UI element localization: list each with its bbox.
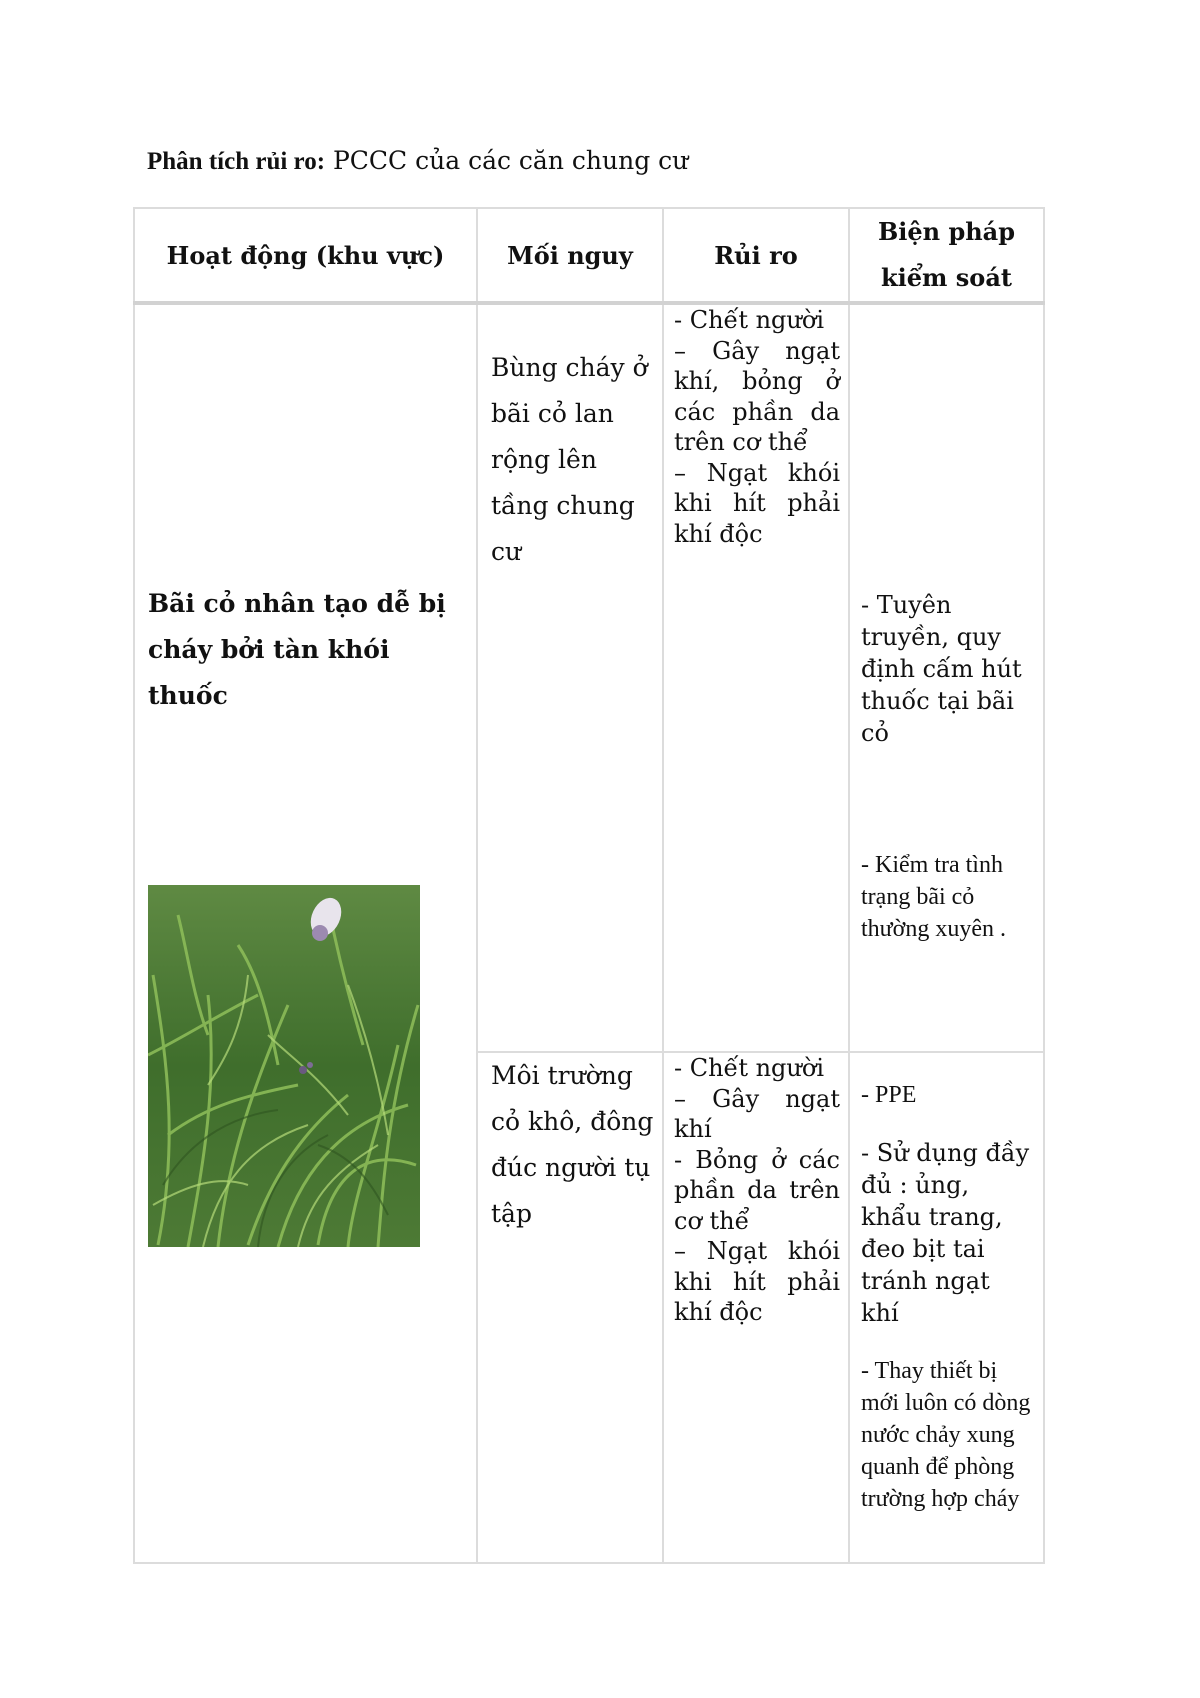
control-item: - Thay thiết bị mới luôn có dòng nước chảy xung quanh để phòng trường hợp cháy xyxy=(861,1358,1031,1512)
title-label: Phân tích rủi ro: xyxy=(147,148,326,175)
header-hazard: Mối nguy xyxy=(477,208,663,303)
header-activity: Hoạt động (khu vực) xyxy=(134,208,477,303)
risk-analysis-table xyxy=(133,207,1045,1564)
table-header-row xyxy=(134,208,1044,303)
hazard-text: Bùng cháy ở bãi cỏ lan rộng lên tầng chung cư xyxy=(491,353,648,566)
control-item: - Kiểm tra tình trạng bãi cỏ thường xuyên . xyxy=(861,852,1007,942)
risk-item: - Chết người xyxy=(674,306,824,334)
control-item: - Sử dụng đầy đủ : ủng, khẩu trang, đeo bịt tai tránh ngạt khí xyxy=(861,1139,1030,1327)
document-title xyxy=(147,146,688,177)
risk-cell xyxy=(663,303,849,1052)
control-item: - PPE xyxy=(861,1082,917,1108)
risk-item: – Gây ngạt khí, bỏng ở các phần da trên cơ thể xyxy=(674,336,840,456)
hazard-text: Môi trường cỏ khô, đông đúc người tụ tập xyxy=(491,1061,654,1228)
risk-list xyxy=(664,1053,848,1328)
activity-cell xyxy=(134,303,477,1563)
table-row xyxy=(134,303,1044,1052)
control-item: - Tuyên truyền, quy định cấm hút thuốc tại bãi cỏ xyxy=(861,591,1022,747)
title-value: PCCC của các căn chung cư xyxy=(332,146,689,175)
control-list xyxy=(850,305,1043,945)
artificial-grass-photo xyxy=(148,885,420,1247)
control-cell xyxy=(849,303,1044,1052)
control-cell xyxy=(849,1052,1044,1563)
activity-text: Bãi cỏ nhân tạo dễ bị cháy bởi tàn khói thuốc xyxy=(148,589,446,710)
risk-item: – Gây ngạt khí xyxy=(674,1084,840,1143)
risk-list xyxy=(664,305,848,549)
risk-item: – Ngạt khói khi hít phải khí độc xyxy=(674,1237,840,1326)
risk-item: - Chết người xyxy=(674,1054,824,1082)
risk-item: - Bỏng ở các phần da trên cơ thể xyxy=(674,1145,840,1235)
header-control: Biện pháp kiểm soát xyxy=(849,208,1044,303)
risk-cell xyxy=(663,1052,849,1563)
control-list xyxy=(850,1053,1043,1515)
header-risk: Rủi ro xyxy=(663,208,849,303)
risk-item: – Ngạt khói khi hít phải khí độc xyxy=(674,458,840,548)
hazard-cell xyxy=(477,303,663,1052)
hazard-cell xyxy=(477,1052,663,1563)
